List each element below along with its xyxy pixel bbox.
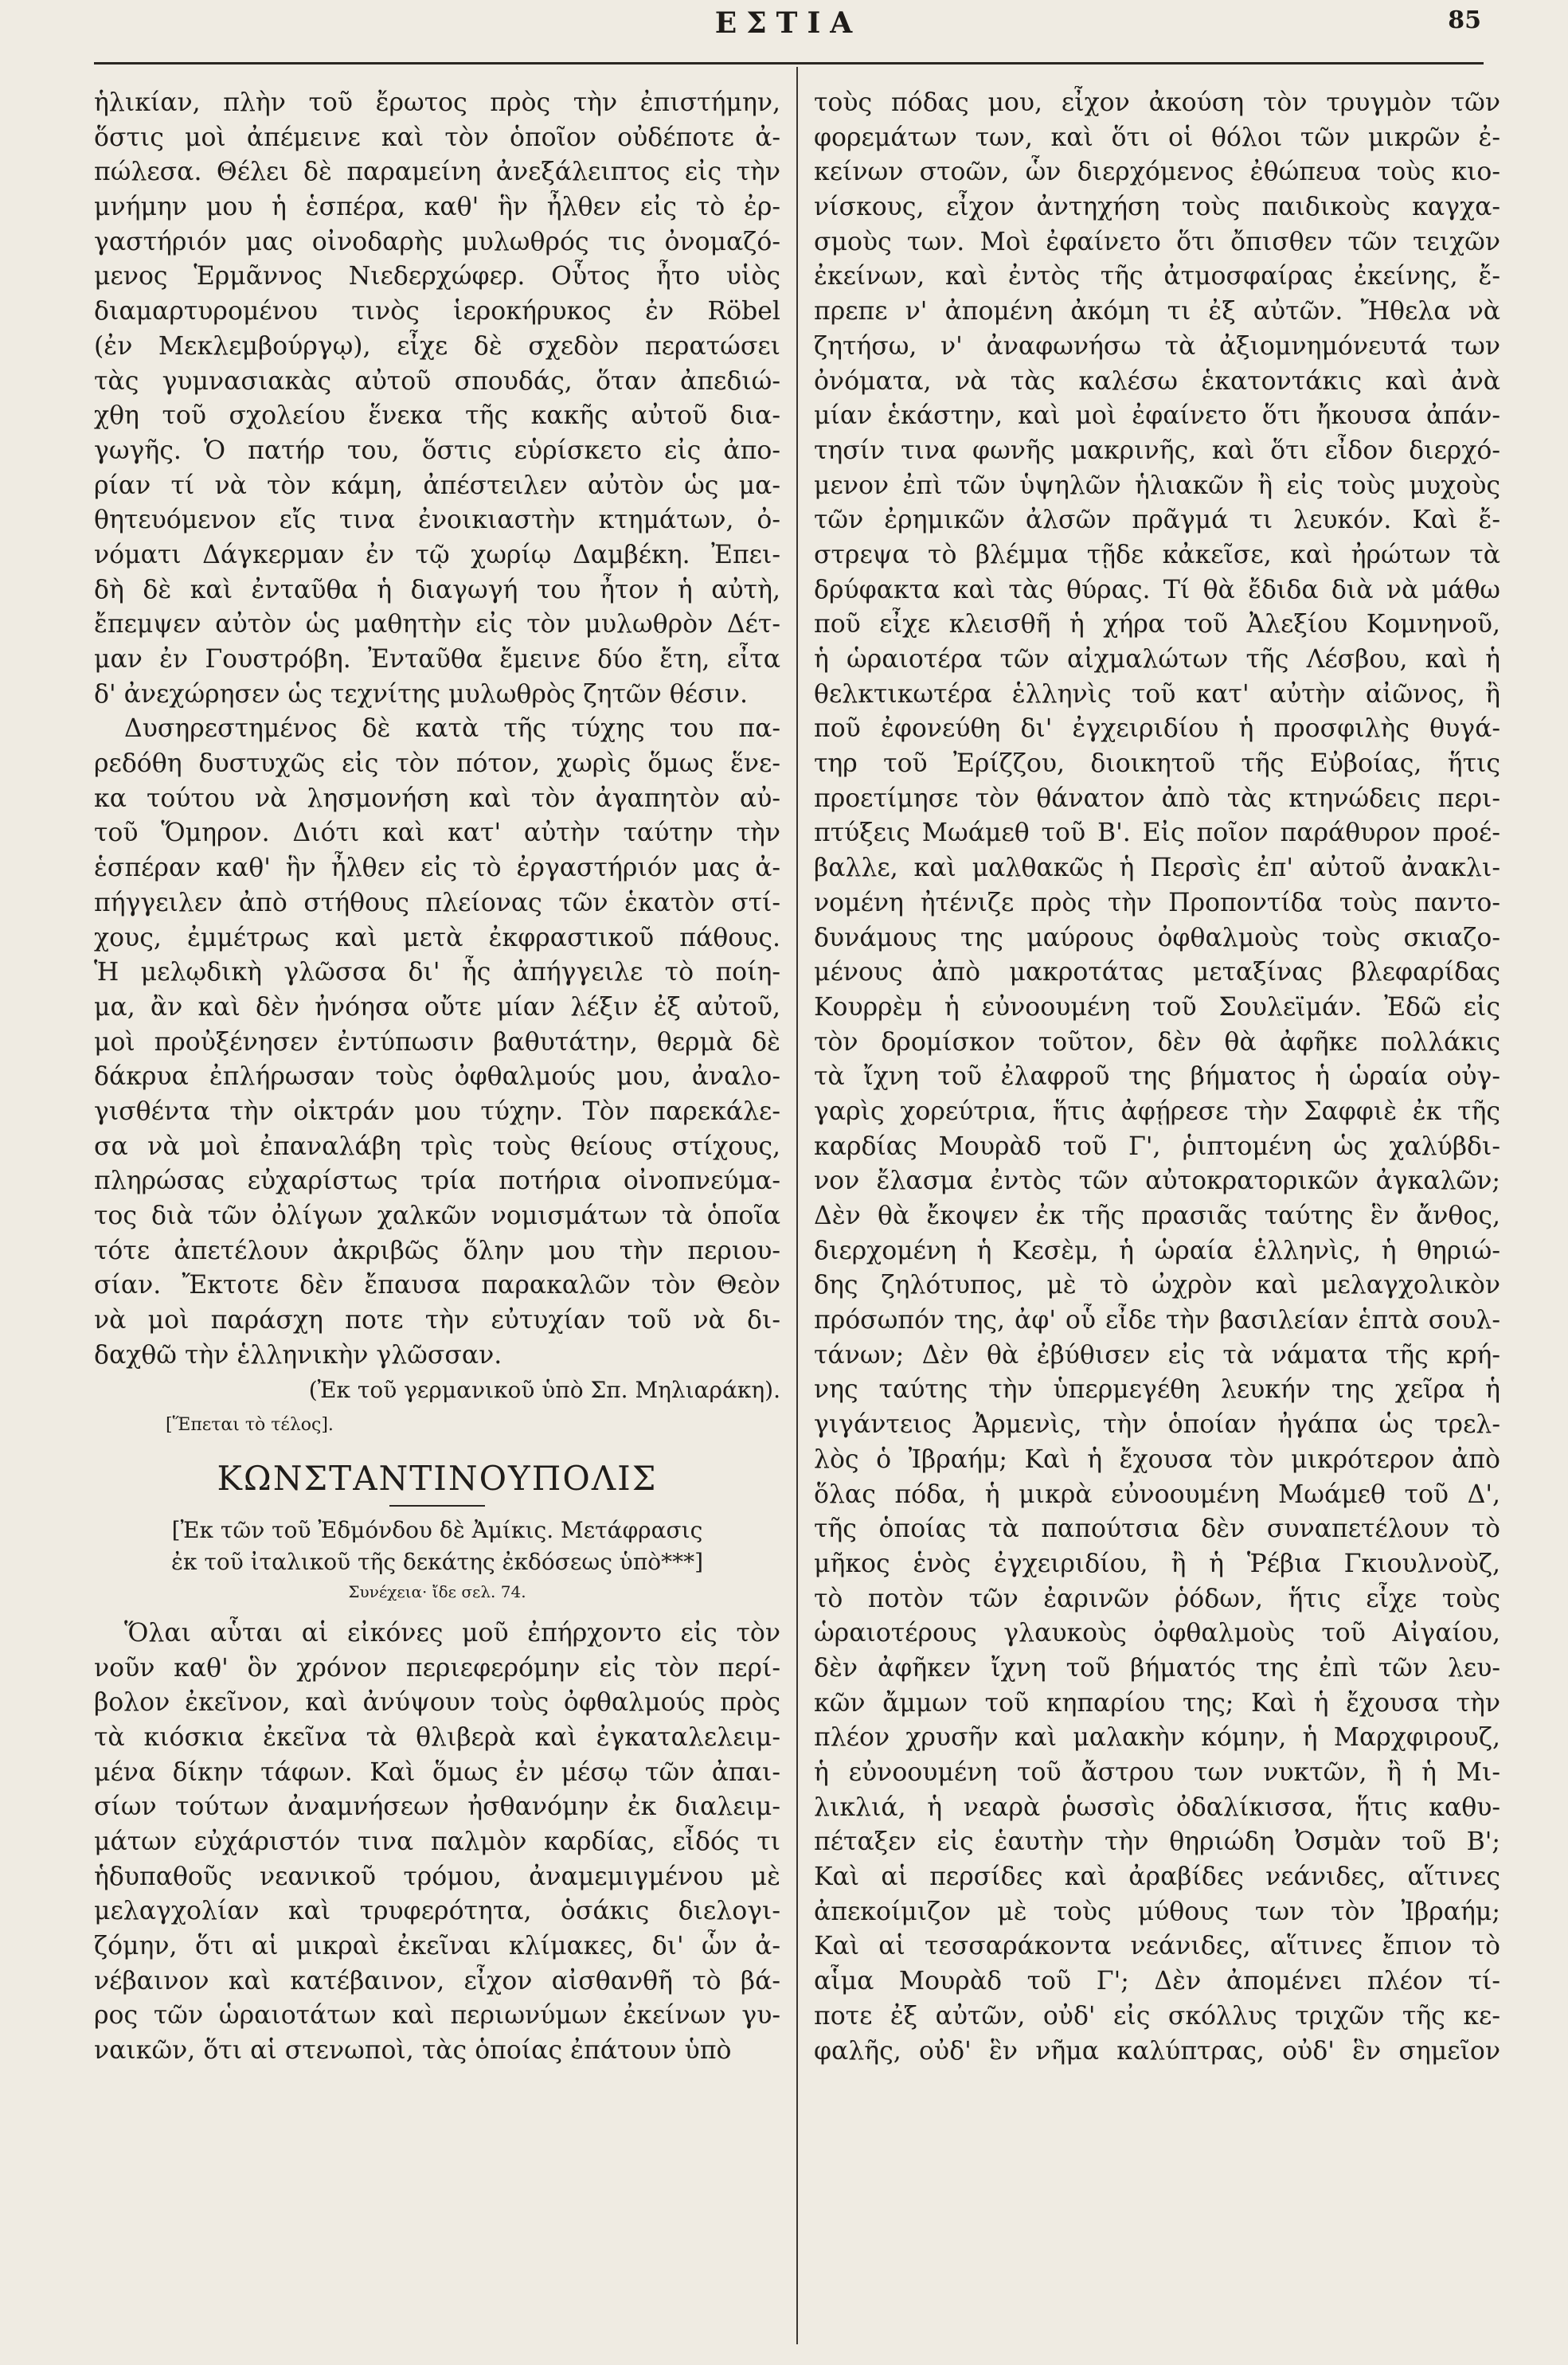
text-line: ἡδυπαθοῦς νεανικοῦ τρόμου, ἀναμεμιγμένου μὲ xyxy=(94,1862,780,1891)
text-line: Καὶ αἱ περσίδες καὶ ἀραβίδες νεάνιδες, αἵτινες xyxy=(814,1863,1500,1892)
text-line: νόματι Δάγκερμαν ἐν τῷ χωρίῳ Δαμβέκη. Ἐπει- xyxy=(94,540,780,569)
text-line: τὰς γυμνασιακὰς αὐτοῦ σπουδάς, ὅταν ἀπεδιώ- xyxy=(94,366,780,396)
text-line: μελαγχολίαν καὶ τρυφερότητα, ὁσάκις διελογι- xyxy=(94,1897,780,1926)
text-line: τὸν δρομίσκον τοῦτον, δὲν θὰ ἀφῆκε πολλάκις xyxy=(814,1027,1500,1057)
text-line: ἡ εὐνοουμένη τοῦ ἄστρου των νυκτῶν, ἢ ἡ Μι- xyxy=(814,1758,1500,1787)
text-line: σμοὺς των. Μοὶ ἐφαίνετο ὅτι ὄπισθεν τῶν τειχῶν xyxy=(814,227,1500,256)
text-line: μίαν ἑκάστην, καὶ μοὶ ἐφαίνετο ὅτι ἤκουσα ἀπάν- xyxy=(814,401,1500,431)
text-line: δὲν ἀφῆκεν ἴχνη τοῦ βήματός της ἐπὶ τῶν λευ- xyxy=(814,1653,1500,1683)
text-line: σίων τούτων ἀναμνήσεων ἠσθανόμην ἐκ διαλειμ- xyxy=(94,1792,780,1822)
text-line: τησίν τινα φωνῆς μακρινῆς, καὶ ὅτι εἶδον διερχό- xyxy=(814,436,1500,465)
text-line: νης ταύτης τὴν ὑπερμεγέθη λευκήν της χεῖρα ἡ xyxy=(814,1375,1500,1405)
left-column xyxy=(94,86,780,2069)
text-line: δυνάμους της μαύρους ὀφθαλμοὺς τοὺς σκιαζο- xyxy=(814,923,1500,952)
text-line: ἔπεμψεν αὐτὸν ὡς μαθητὴν εἰς τὸν μυλωθρὸν Δέτ- xyxy=(94,610,780,639)
text-line: ὀνόματα, νὰ τὰς καλέσω ἑκατοντάκις καὶ ἀνὰ xyxy=(814,366,1500,396)
text-line: πέταξεν εἰς ἑαυτὴν τὴν θηριώδη Ὀσμὰν τοῦ Β'; xyxy=(814,1828,1500,1857)
text-line: λικλιά, ἡ νεαρὰ ῥωσσὶς ὀδαλίκισσα, ἥτις καθυ- xyxy=(814,1792,1500,1822)
text-line: νον ἔλασμα ἐντὸς τῶν αὐτοκρατορικῶν ἀγκαλῶν; xyxy=(814,1167,1500,1196)
text-line: μῆκος ἑνὸς ἐγχειριδίου, ἢ ἡ Ῥέβια Γκιουλνοὺζ, xyxy=(814,1549,1500,1578)
text-line: διαμαρτυρομένου τινὸς ἱεροκήρυκος ἐν Röbel xyxy=(94,297,780,326)
text-line: βολον ἐκεῖνον, καὶ ἀνύψουν τοὺς ὀφθαλμούς πρὸς xyxy=(94,1688,780,1718)
text-line: πώλεσα. Θέλει δὲ παραμείνη ἀνεξάλειπτος εἰς τὴν xyxy=(94,158,780,187)
text-line: τὸ ποτὸν τῶν ἐαρινῶν ῥόδων, ἥτις εἶχε τοὺς xyxy=(814,1584,1500,1613)
text-line: μένους ἀπὸ μακροτάτας μεταξίνας βλεφαρίδας xyxy=(814,958,1500,987)
title-rule xyxy=(389,1505,485,1507)
text-line: τηρ τοῦ Ἐρίζζου, διοικητοῦ τῆς Εὐβοίας, ἥτις xyxy=(814,749,1500,779)
text-line: πρεπε ν' ἀπομένη ἀκόμη τι ἐξ αὐτῶν. Ἤθελα νὰ xyxy=(814,297,1500,326)
left-paragraph-3 xyxy=(94,1616,780,2069)
text-line: μνήμην μου ἡ ἑσπέρα, καθ' ἣν ἦλθεν εἰς τὸ ἐρ- xyxy=(94,193,780,222)
text-line: νοῦν καθ' ὃν χρόνον περιεφερόμην εἰς τὸν περί- xyxy=(94,1653,780,1683)
text-line: δης ζηλότυπος, μὲ τὸ ὠχρὸν καὶ μελαγχολικὸν xyxy=(814,1271,1500,1300)
text-line: πλέον χρυσῆν καὶ μαλακὴν κόμην, ἡ Μαρχφιρουζ, xyxy=(814,1723,1500,1753)
text-line: τοὺς πόδας μου, εἶχον ἀκούση τὸν τρυγμὸν τῶν xyxy=(814,88,1500,117)
text-line: μάτων εὐχάριστόν τινα παλμὸν καρδίας, εἶδός τι xyxy=(94,1827,780,1856)
text-line: κα τούτου νὰ λησμονήση καὶ τὸν ἀγαπητὸν αὐ- xyxy=(94,784,780,813)
text-line: τὰ κιόσκια ἐκεῖνα τὰ θλιβερὰ καὶ ἐγκαταλελειμ- xyxy=(94,1722,780,1752)
section-subhead-2: ἐκ τοῦ ἰταλικοῦ τῆς δεκάτης ἐκδόσεως ὑπὸ***] xyxy=(170,1548,704,1575)
text-line: χους, ἐμμέτρως καὶ μετὰ ἐκφραστικοῦ πάθους. xyxy=(94,923,780,952)
text-line: γωγῆς. Ὁ πατήρ του, ὅστις εὑρίσκετο εἰς ἀπο- xyxy=(94,436,780,465)
text-line: Καὶ αἱ τεσσαράκοντα νεάνιδες, αἵτινες ἔπιον τὸ xyxy=(814,1932,1500,1961)
text-line: μοὶ προὐξένησεν ἐντύπωσιν βαθυτάτην, θερμὰ δὲ xyxy=(94,1027,780,1057)
text-line: ἡ ὡραιοτέρα τῶν αἰχμαλώτων τῆς Λέσβου, καὶ ἡ xyxy=(814,645,1500,674)
text-line: δρύφακτα καὶ τὰς θύρας. Τί θὰ ἔδιδα διὰ νὰ μάθω xyxy=(814,575,1500,604)
text-line: γαρὶς χορεύτρια, ἥτις ἀφῄρεσε τὴν Σαφφιὲ ἐκ τῆς xyxy=(814,1096,1500,1126)
text-line: φορεμάτων των, καὶ ὅτι οἱ θόλοι τῶν μικρῶν ἐ- xyxy=(814,123,1500,152)
text-line: χθη τοῦ σχολείου ἕνεκα τῆς κακῆς αὐτοῦ δια- xyxy=(94,401,780,431)
page-number: 85 xyxy=(1448,6,1481,34)
text-line: τοῦ Ὅμηρον. Διότι καὶ κατ' αὐτὴν ταύτην τὴν xyxy=(94,819,780,848)
text-line: αἷμα Μουρὰδ τοῦ Γ'; Δὲν ἀπομένει πλέον τί- xyxy=(814,1967,1500,1996)
text-line: κείνων στοῶν, ὧν διερχόμενος ἐθώπευα τοὺς κιο- xyxy=(814,158,1500,187)
section-title: ΚΩΝΣΤΑΝΤΙΝΟΥΠΟΛΙΣ xyxy=(217,1458,658,1498)
text-line: μα, ἂν καὶ δὲν ἠνόησα οὔτε μίαν λέξιν ἐξ αὐτοῦ, xyxy=(94,992,780,1022)
text-line: ἐκείνων, καὶ ἐντὸς τῆς ἀτμοσφαίρας ἐκείνης, ἔ- xyxy=(814,262,1500,291)
text-line: δάκρυα ἐπλήρωσαν τοὺς ὀφθαλμούς μου, ἀναλο- xyxy=(94,1062,780,1092)
text-line: τότε ἀπετέλουν ἀκριβῶς ὅλην μου τὴν περιου- xyxy=(94,1236,780,1265)
text-line: πρόσωπόν της, ἀφ' οὗ εἶδε τὴν βασιλείαν ἑπτὰ σουλ- xyxy=(814,1306,1500,1335)
page-header xyxy=(96,6,1481,46)
text-line: Ἡ μελῳδικὴ γλῶσσα δι' ἧς ἀπήγγειλε τὸ ποίη- xyxy=(94,958,780,987)
text-line: προετίμησε τὸν θάνατον ἀπὸ τὰς κτηνώδεις περι- xyxy=(814,784,1500,813)
text-line: γισθέντα τὴν οἰκτράν μου τύχην. Τὸν παρεκάλε- xyxy=(94,1096,780,1126)
text-line: νομένη ἠτένιζε πρὸς τὴν Προποντίδα τοὺς παντο- xyxy=(814,888,1500,917)
text-line: γαστήριόν μας οἰνοδαρὴς μυλωθρός τις ὀνομαζό- xyxy=(94,227,780,256)
text-line: ποτε ἐξ αὐτῶν, οὐδ' εἰς σκόλλυς τριχῶν τῆς κε- xyxy=(814,2001,1500,2031)
text-line: ὅλας πόδα, ἡ μικρὰ εὐνοουμένη Μωάμεθ τοῦ Δ', xyxy=(814,1480,1500,1509)
text-line: τος διὰ τῶν ὀλίγων χαλκῶν νομισμάτων τὰ ὁποῖα xyxy=(94,1202,780,1230)
text-line: δαχθῶ τὴν ἑλληνικὴν γλῶσσαν. xyxy=(94,1340,502,1370)
text-line: κῶν ἄμμων τοῦ κηπαρίου της; Καὶ ἡ ἔχουσα τὴν xyxy=(814,1688,1500,1718)
continuation-note: Συνέχεια· ἴδε σελ. 74. xyxy=(348,1581,526,1601)
text-line: γιγάντειος Ἀρμενὶς, τὴν ὁποίαν ἠγάπα ὡς τρελ- xyxy=(814,1410,1500,1440)
journal-title: ΕΣΤΙΑ xyxy=(714,6,862,40)
text-line: Δὲν θὰ ἔκοψεν ἐκ τῆς πρασιᾶς ταύτης ἓν ἄνθος, xyxy=(814,1202,1500,1230)
text-line: τῶν ἐρημικῶν ἀλσῶν πρᾶγμά τι λευκόν. Καὶ ἔ- xyxy=(814,506,1500,535)
text-line: ζόμην, ὅτι αἱ μικραὶ ἐκεῖναι κλίμακες, δι' ὧν ἀ- xyxy=(94,1932,780,1960)
left-paragraph-1 xyxy=(94,86,780,712)
right-column xyxy=(814,86,1500,2069)
text-line: Δυσηρεστημένος δὲ κατὰ τῆς τύχης του πα- xyxy=(124,714,780,744)
text-line: νὰ μοὶ παράσχη ποτε τὴν εὐτυχίαν τοῦ νὰ δι- xyxy=(94,1306,780,1335)
left-paragraph-2 xyxy=(94,712,780,1373)
text-line: θελκτικωτέρα ἑλληνὶς τοῦ κατ' αὐτὴν αἰῶνος, ἢ xyxy=(814,679,1500,709)
column-divider xyxy=(796,67,798,2344)
text-line: νίσκους, εἶχον ἀντηχήση τοὺς παιδικοὺς καγχα- xyxy=(814,193,1500,222)
text-line: ρίαν τί νὰ τὸν κάμη, ἀπέστειλεν αὐτὸν ὡς μα- xyxy=(94,471,780,500)
translation-source: (Ἐκ τοῦ γερμανικοῦ ὑπὸ Σπ. Μηλιαράκη). xyxy=(308,1377,780,1404)
text-line: ὡραιοτέρους γλαυκοὺς ὀφθαλμοὺς τοῦ Αἰγαίου, xyxy=(814,1619,1500,1648)
text-line: σίαν. Ἔκτοτε δὲν ἔπαυσα παρακαλῶν τὸν Θεὸν xyxy=(94,1271,780,1300)
header-rule xyxy=(94,62,1484,64)
text-line: πληρώσας εὐχαρίστως τρία ποτήρια οἰνοπνεύμα- xyxy=(94,1167,780,1196)
text-line: πήγγειλεν ἀπὸ στήθους πλείονας τῶν ἑκατὸν στί- xyxy=(94,888,780,917)
text-line: καρδίας Μουρὰδ τοῦ Γ', ῥιπτομένη ὡς χαλύβδι- xyxy=(814,1132,1500,1161)
text-line: ποῦ εἶχε κλεισθῆ ἡ χήρα τοῦ Ἀλεξίου Κομνηνοῦ, xyxy=(814,610,1500,639)
text-line: τὰ ἴχνη τοῦ ἐλαφροῦ της βήματος ἡ ὡραία οὐγ- xyxy=(814,1062,1500,1092)
text-line: ρεδόθη δυστυχῶς εἰς τὸν πότον, χωρὶς ὅμως ἕνε- xyxy=(94,749,780,779)
text-line: ζητήσω, ν' ἀναφωνήσω τὰ ἀξιομνημόνευτά των xyxy=(814,331,1500,361)
text-line: φαλῆς, οὐδ' ἓν νῆμα καλύπτρας, οὐδ' ἓν σημεῖον xyxy=(814,2036,1500,2066)
text-line: σα νὰ μοὶ ἐπαναλάβη τρὶς τοὺς θείους στίχους, xyxy=(94,1132,780,1161)
text-line: ποῦ ἐφονεύθη δι' ἐγχειριδίου ἡ προσφιλὴς θυγά- xyxy=(814,714,1500,744)
text-line: μένα δίκην τάφων. Καὶ ὅμως ἐν μέσῳ τῶν ἀπαι- xyxy=(94,1757,780,1787)
text-line: ρος τῶν ὡραιοτάτων καὶ περιωνύμων ἐκείνων γυ- xyxy=(94,2001,780,2031)
text-line: μενος Ἑρμᾶννος Νιεδερχώφερ. Οὗτος ἦτο υἱὸς xyxy=(94,262,780,291)
to-be-continued: [Ἕπεται τὸ τέλος]. xyxy=(166,1415,334,1436)
text-line: ναικῶν, ὅτι αἱ στενωποὶ, τὰς ὁποίας ἐπάτουν ὑπὸ xyxy=(94,2036,732,2066)
text-line: ἑσπέραν καθ' ἣν ἦλθεν εἰς τὸ ἐργαστήριόν μας ἀ- xyxy=(94,854,780,883)
text-line: διερχομένη ἡ Κεσὲμ, ἡ ὡραία ἑλληνὶς, ἡ θηριώ- xyxy=(814,1236,1500,1265)
text-line: νέβαινον καὶ κατέβαινον, εἶχον αἰσθανθῆ τὸ βά- xyxy=(94,1966,780,1996)
text-line: (ἐν Μεκλεμβούργῳ), εἶχε δὲ σχεδὸν περατώσει xyxy=(94,331,780,361)
text-line: στρεψα τὸ βλέμμα τῇδε κἀκεῖσε, καὶ ἠρώτων τὰ xyxy=(814,540,1500,569)
text-line: ἀπεκοίμιζον μὲ τοὺς μύθους των τὸν Ἰβραήμ; xyxy=(814,1897,1500,1926)
text-line: τῆς ὁποίας τὰ παπούτσια δὲν συναπετέλουν τὸ xyxy=(814,1515,1500,1544)
text-line: ἡλικίαν, πλὴν τοῦ ἔρωτος πρὸς τὴν ἐπιστήμην, xyxy=(94,88,780,117)
text-line: Ὅλαι αὗται αἱ εἰκόνες μοῦ ἐπήρχοντο εἰς τὸν xyxy=(124,1618,780,1648)
text-line: λὸς ὁ Ἰβραήμ; Καὶ ἡ ἔχουσα τὸν μικρότερον ἀπὸ xyxy=(814,1444,1500,1474)
text-line: τάνων; Δὲν θὰ ἐβύθισεν εἰς τὰ νάματα τῆς κρή- xyxy=(814,1340,1500,1370)
text-line: βαλλε, καὶ μαλθακῶς ἡ Περσὶς ἐπ' αὐτοῦ ἀνακλι- xyxy=(814,854,1500,883)
text-line: δὴ δὲ καὶ ἐνταῦθα ἡ διαγωγή του ἦτον ἡ αὐτὴ, xyxy=(94,575,780,604)
text-line: δ' ἀνεχώρησεν ὡς τεχνίτης μυλωθρὸς ζητῶν θέσιν. xyxy=(94,679,749,709)
text-line: μενον ἐπὶ τῶν ὑψηλῶν ἡλιακῶν ἢ εἰς τοὺς μυχοὺς xyxy=(814,471,1500,500)
text-line: θητευόμενον εἴς τινα ἐνοικιαστὴν κτημάτων, ὀ- xyxy=(94,506,780,535)
text-line: ὅστις μοὶ ἀπέμεινε καὶ τὸν ὁποῖον οὐδέποτε ἀ- xyxy=(94,123,780,152)
section-subhead-1: [Ἐκ τῶν τοῦ Ἐδμόνδου δὲ Ἀμίκις. Μετάφρασις xyxy=(171,1516,703,1543)
text-line: πτύξεις Μωάμεθ τοῦ Β'. Εἰς ποῖον παράθυρον προέ- xyxy=(814,819,1500,848)
right-paragraph-1 xyxy=(814,86,1500,2069)
text-line: μαν ἐν Γουστρόβη. Ἐνταῦθα ἔμεινε δύο ἔτη, εἶτα xyxy=(94,645,780,674)
text-line: Κουρρὲμ ἡ εὐνοουμένη τοῦ Σουλεϊμάν. Ἐδῶ εἰς xyxy=(814,992,1500,1022)
